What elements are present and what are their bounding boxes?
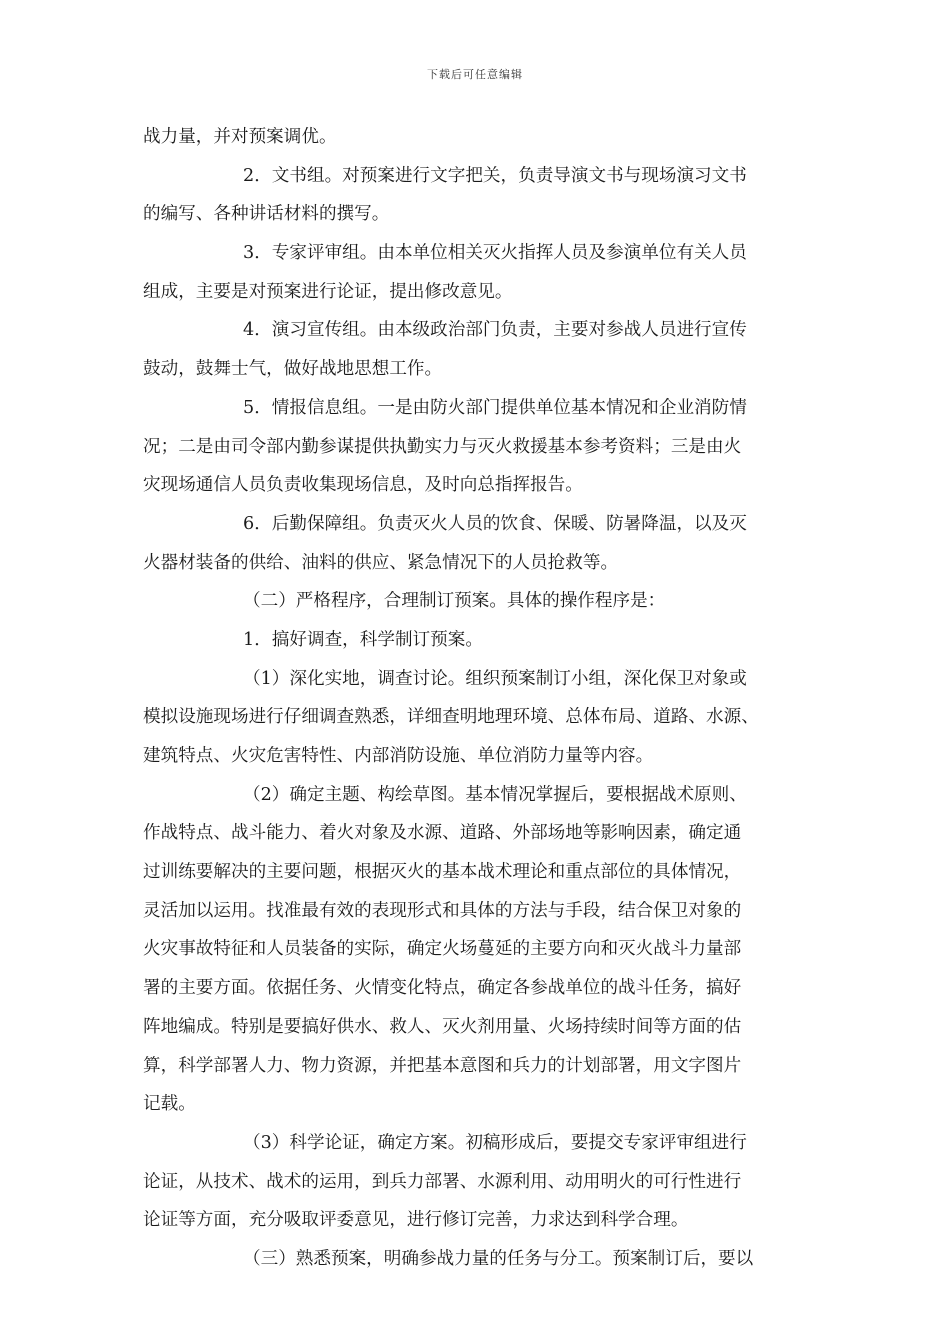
- text-line: 6．后勤保障组。负责灭火人员的饮食、保暖、防暑降温，以及灭: [243, 513, 747, 534]
- text-line: 灾现场通信人员负责收集现场信息，及时向总指挥报告。: [143, 475, 583, 496]
- text-line: （1）深化实地，调查讨论。组织预案制订小组，深化保卫对象或: [243, 668, 747, 689]
- text-line: 1．搞好调查，科学制订预案。: [243, 629, 483, 650]
- text-line: 作战特点、战斗能力、着火对象及水源、道路、外部场地等影响因素，确定通: [143, 823, 742, 844]
- text-line: 4．演习宣传组。由本级政治部门负责，主要对参战人员进行宣传: [243, 320, 747, 341]
- document-body: [143, 118, 833, 1279]
- text-line: 算，科学部署人力、物力资源，并把基本意图和兵力的计划部署，用文字图片: [143, 1055, 742, 1076]
- text-line: 论证等方面，充分吸取评委意见，进行修订完善，力求达到科学合理。: [143, 1210, 689, 1231]
- text-line: 火器材装备的供给、油料的供应、紧急情况下的人员抢救等。: [143, 552, 619, 573]
- text-line: 3．专家评审组。由本单位相关灭火指挥人员及参演单位有关人员: [243, 243, 747, 264]
- text-line: （三）熟悉预案，明确参战力量的任务与分工。预案制订后，要以: [243, 1248, 754, 1269]
- text-line: 战力量，并对预案调优。: [143, 127, 337, 147]
- text-line: （2）确定主题、构绘草图。基本情况掌握后，要根据战术原则、: [243, 784, 747, 805]
- text-line: 论证，从技术、战术的运用，到兵力部署、水源利用、动用明火的可行性进行: [143, 1171, 742, 1192]
- text-line: 火灾事故特征和人员装备的实际，确定火场蔓延的主要方向和灭火战斗力量部: [143, 939, 742, 960]
- text-line: 阵地编成。特别是要搞好供水、救人、灭火剂用量、火场持续时间等方面的估: [143, 1016, 742, 1037]
- text-line: 署的主要方面。依据任务、火情变化特点，确定各参战单位的战斗任务，搞好: [143, 978, 742, 999]
- text-line: 2．文书组。对预案进行文字把关，负责导演文书与现场演习文书: [243, 165, 747, 186]
- text-line: 5．情报信息组。一是由防火部门提供单位基本情况和企业消防情: [243, 397, 747, 418]
- text-line: 组成，主要是对预案进行论证，提出修改意见。: [143, 281, 513, 302]
- text-line: （3）科学论证，确定方案。初稿形成后，要提交专家评审组进行: [243, 1132, 747, 1153]
- text-line: 鼓动，鼓舞士气，做好战地思想工作。: [143, 359, 443, 380]
- text-line: 记载。: [143, 1094, 196, 1115]
- page-header: 下载后可任意编辑: [427, 68, 523, 81]
- text-line: 建筑特点、火灾危害特性、内部消防设施、单位消防力量等内容。: [143, 746, 654, 766]
- text-line: 过训练要解决的主要问题，根据灭火的基本战术理论和重点部位的具体情况，: [143, 862, 742, 883]
- text-line: 况；二是由司令部内勤参谋提供执勤实力与灭火救援基本参考资料；三是由火: [143, 436, 742, 457]
- text-line: 灵活加以运用。找准最有效的表现形式和具体的方法与手段，结合保卫对象的: [143, 900, 742, 921]
- text-line: 模拟设施现场进行仔细调查熟悉，详细查明地理环境、总体布局、道路、水源、: [143, 707, 759, 728]
- text-line: 的编写、各种讲话材料的撰写。: [143, 204, 390, 225]
- text-line: （二）严格程序，合理制订预案。具体的操作程序是：: [243, 591, 666, 612]
